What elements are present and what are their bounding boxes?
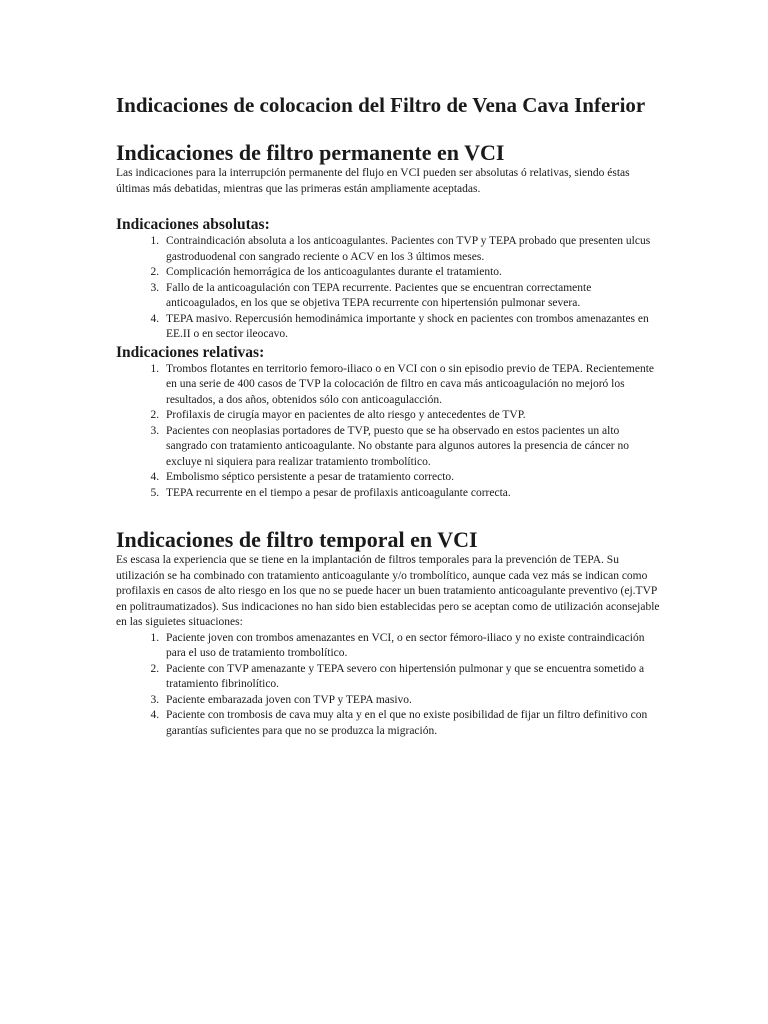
- list-item: 3. Pacientes con neoplasias portadores de TVP, puesto que se ha observado en estos pacientes un alto sangrado con tratamiento anticoagulante. No obstante para algunos autores la presencia de cáncer no excluye ni siquiera para realizar tratamiento trombolítico.: [162, 424, 660, 471]
- list-item: 4. Embolismo séptico persistente a pesar de tratamiento correcto.: [162, 470, 660, 486]
- relative-indications-list: [116, 362, 660, 502]
- list-item: 2. Complicación hemorrágica de los anticoagulantes durante el tratamiento.: [162, 265, 660, 281]
- absolute-indications-list: [116, 234, 660, 343]
- list-item: 5. TEPA recurrente en el tiempo a pesar de profilaxis anticoagulante correcta.: [162, 486, 660, 502]
- document-title: Indicaciones de colocacion del Filtro de Vena Cava Inferior: [116, 93, 646, 117]
- list-item: 2. Profilaxis de cirugía mayor en pacientes de alto riesgo y antecedentes de TVP.: [162, 408, 660, 424]
- list-item: 1. Trombos flotantes en territorio femoro-iliaco o en VCI con o sin episodio previo de TEPA. Recientemente en una serie de 400 casos de TVP la colocación de filtro en cava más anticoagulación no mejoró los resultados, a dos años, obtenidos sólo con anticoagulacción.: [162, 362, 660, 409]
- relative-indications-heading: Indicaciones relativas:: [116, 343, 265, 361]
- list-item: 1. Paciente joven con trombos amenazantes en VCI, o en sector fémoro-iliaco y no existe contraindicación para el uso de tratamiento trombolítico.: [162, 631, 660, 662]
- document-page: [116, 92, 660, 739]
- temporary-filter-intro: Es escasa la experiencia que se tiene en la implantación de filtros temporales para la prevención de TEPA. Su utilización se ha combinado con tratamiento anticoagulante y/o trombolítico, aunque cada vez más se indican como profilaxis en casos de alto riesgo en los que no se puede hacer un buen tratamiento anticoagulante preventivo (ej.TVP en politraumatizados). Sus indicaciones no han sido bien establecidas pero se aceptan como de utilización aconsejable en las siguietes situaciones:: [116, 554, 660, 628]
- temporary-indications-list: [116, 631, 660, 740]
- list-item: 4. Paciente con trombosis de cava muy alta y en el que no existe posibilidad de fijar un filtro definitivo con garantías suficientes para que no se produzca la migración.: [162, 708, 660, 739]
- list-item: 3. Paciente embarazada joven con TVP y TEPA masivo.: [162, 693, 660, 709]
- list-item: 4. TEPA masivo. Repercusión hemodinámica importante y shock en pacientes con trombos amenazantes en EE.II o en sector ileocavo.: [162, 312, 660, 343]
- temporary-filter-heading: Indicaciones de filtro temporal en VCI: [116, 527, 478, 552]
- permanent-filter-heading: Indicaciones de filtro permanente en VCI: [116, 140, 505, 165]
- permanent-filter-intro: Las indicaciones para la interrupción permanente del flujo en VCI pueden ser absolutas ó relativas, siendo éstas últimas más debatidas, mientras que las primeras están ampliamente aceptadas.: [116, 167, 630, 195]
- list-item: 3. Fallo de la anticoagulación con TEPA recurrente. Pacientes que se encuentran correctamente anticoagulados, en los que se objetiva TEPA recurrente con hipertensión pulmonar severa.: [162, 281, 660, 312]
- list-item: 2. Paciente con TVP amenazante y TEPA severo con hipertensión pulmonar y que se encuentra sometido a tratamiento fibrinolítico.: [162, 662, 660, 693]
- list-item: 1. Contraindicación absoluta a los anticoagulantes. Pacientes con TVP y TEPA probado que presenten ulcus gastroduodenal con sangrado reciente o ACV en los 3 últimos meses.: [162, 234, 660, 265]
- absolute-indications-heading: Indicaciones absolutas:: [116, 216, 270, 233]
